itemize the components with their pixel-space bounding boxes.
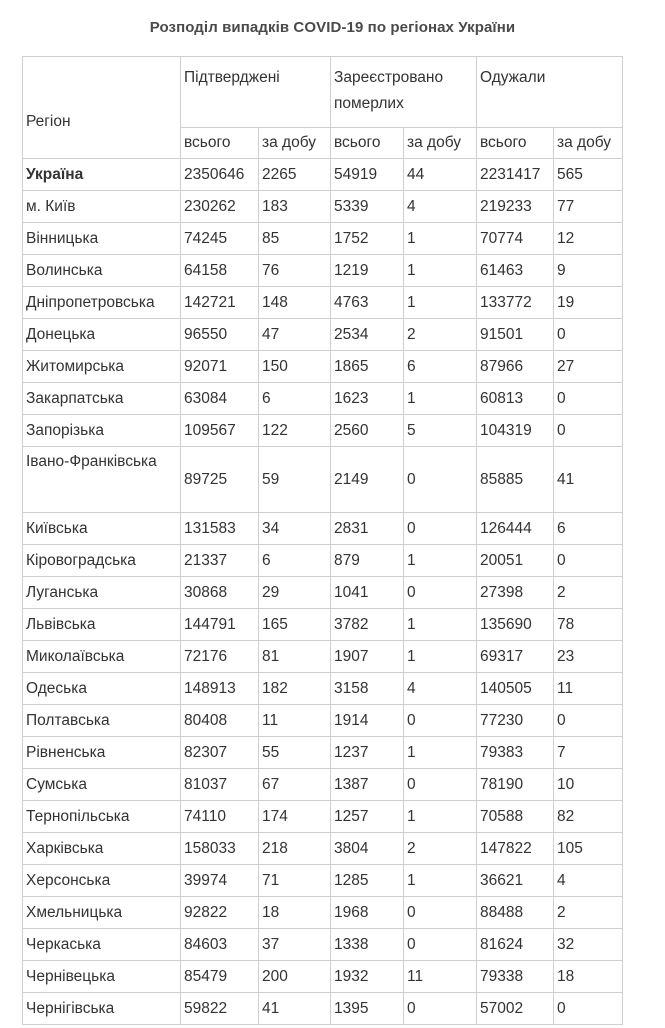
recovered-total-cell: 61463 [477, 255, 554, 287]
confirmed-total-cell: 74245 [181, 223, 259, 255]
recovered-daily-cell: 7 [554, 737, 623, 769]
table-row [23, 513, 623, 545]
deaths-total-cell: 1752 [331, 223, 404, 255]
recovered-total-cell: 79338 [477, 961, 554, 993]
deaths-total-cell: 2149 [331, 447, 404, 513]
recovered-daily-cell: 0 [554, 545, 623, 577]
recovered-total-cell: 20051 [477, 545, 554, 577]
table-row [23, 641, 623, 673]
table-row [23, 159, 623, 191]
table-row [23, 577, 623, 609]
region-cell: Житомирська [23, 351, 181, 383]
deaths-total-cell: 1932 [331, 961, 404, 993]
recovered-total-cell: 88488 [477, 897, 554, 929]
table-row [23, 865, 623, 897]
deaths-daily-cell: 0 [404, 577, 477, 609]
deaths-daily-cell: 1 [404, 641, 477, 673]
confirmed-total-cell: 84603 [181, 929, 259, 961]
header-row-top [23, 57, 623, 128]
recovered-total-cell: 147822 [477, 833, 554, 865]
region-header: Регіон [23, 57, 181, 159]
confirmed-daily-cell: 122 [259, 415, 331, 447]
deaths-total-cell: 1257 [331, 801, 404, 833]
deaths-total-cell: 1387 [331, 769, 404, 801]
region-cell: Харківська [23, 833, 181, 865]
recovered-header: Одужали [477, 57, 623, 128]
confirmed-total-cell: 144791 [181, 609, 259, 641]
confirmed-total-cell: 85479 [181, 961, 259, 993]
deaths-total-header: всього [331, 128, 404, 159]
deaths-total-cell: 1914 [331, 705, 404, 737]
deaths-daily-cell: 0 [404, 897, 477, 929]
recovered-daily-cell: 2 [554, 897, 623, 929]
table-row [23, 351, 623, 383]
confirmed-total-cell: 39974 [181, 865, 259, 897]
recovered-daily-cell: 23 [554, 641, 623, 673]
deaths-daily-cell: 4 [404, 191, 477, 223]
confirmed-daily-cell: 183 [259, 191, 331, 223]
confirmed-daily-cell: 67 [259, 769, 331, 801]
recovered-daily-cell: 565 [554, 159, 623, 191]
confirmed-daily-cell: 76 [259, 255, 331, 287]
deaths-total-cell: 879 [331, 545, 404, 577]
table-row [23, 897, 623, 929]
confirmed-total-cell: 63084 [181, 383, 259, 415]
region-cell: Черкаська [23, 929, 181, 961]
page-title: Розподіл випадків COVID-19 по регіонах України [149, 19, 516, 36]
table-row [23, 447, 623, 513]
region-cell: Сумська [23, 769, 181, 801]
region-cell: Чернівецька [23, 961, 181, 993]
deaths-daily-cell: 1 [404, 609, 477, 641]
recovered-daily-cell: 9 [554, 255, 623, 287]
recovered-total-header: всього [477, 128, 554, 159]
confirmed-total-cell: 2350646 [181, 159, 259, 191]
region-cell: Івано-Франківська [23, 447, 181, 513]
recovered-total-cell: 85885 [477, 447, 554, 513]
region-cell: Одеська [23, 673, 181, 705]
region-cell: м. Київ [23, 191, 181, 223]
recovered-daily-cell: 105 [554, 833, 623, 865]
region-cell: Донецька [23, 319, 181, 351]
confirmed-daily-cell: 37 [259, 929, 331, 961]
deaths-daily-cell: 1 [404, 287, 477, 319]
recovered-total-cell: 135690 [477, 609, 554, 641]
deaths-daily-cell: 0 [404, 513, 477, 545]
deaths-daily-cell: 5 [404, 415, 477, 447]
region-cell: Волинська [23, 255, 181, 287]
confirmed-total-cell: 92071 [181, 351, 259, 383]
deaths-total-cell: 54919 [331, 159, 404, 191]
recovered-total-cell: 60813 [477, 383, 554, 415]
region-cell: Дніпропетровська [23, 287, 181, 319]
confirmed-daily-cell: 29 [259, 577, 331, 609]
deaths-daily-cell: 0 [404, 929, 477, 961]
recovered-daily-header: за добу [554, 128, 623, 159]
recovered-total-cell: 104319 [477, 415, 554, 447]
deaths-daily-cell: 0 [404, 705, 477, 737]
recovered-total-cell: 126444 [477, 513, 554, 545]
confirmed-total-cell: 148913 [181, 673, 259, 705]
table-row [23, 705, 623, 737]
deaths-total-cell: 5339 [331, 191, 404, 223]
deaths-header: Зареєстровано померлих [331, 57, 477, 128]
recovered-total-cell: 36621 [477, 865, 554, 897]
confirmed-total-cell: 92822 [181, 897, 259, 929]
table-row [23, 929, 623, 961]
recovered-daily-cell: 82 [554, 801, 623, 833]
recovered-total-cell: 70588 [477, 801, 554, 833]
region-cell: Київська [23, 513, 181, 545]
table-row [23, 191, 623, 223]
confirmed-daily-cell: 41 [259, 993, 331, 1025]
recovered-daily-cell: 41 [554, 447, 623, 513]
confirmed-total-cell: 21337 [181, 545, 259, 577]
confirmed-daily-cell: 2265 [259, 159, 331, 191]
deaths-daily-cell: 0 [404, 993, 477, 1025]
deaths-daily-cell: 1 [404, 801, 477, 833]
covid-regions-table [22, 56, 623, 1025]
region-cell: Рівненська [23, 737, 181, 769]
table-body [23, 57, 623, 1025]
recovered-daily-cell: 11 [554, 673, 623, 705]
confirmed-total-cell: 80408 [181, 705, 259, 737]
deaths-total-cell: 2534 [331, 319, 404, 351]
deaths-total-cell: 4763 [331, 287, 404, 319]
confirmed-total-cell: 131583 [181, 513, 259, 545]
confirmed-total-cell: 142721 [181, 287, 259, 319]
region-cell: Тернопільська [23, 801, 181, 833]
deaths-daily-cell: 1 [404, 865, 477, 897]
recovered-total-cell: 140505 [477, 673, 554, 705]
deaths-total-cell: 1338 [331, 929, 404, 961]
confirmed-total-cell: 64158 [181, 255, 259, 287]
confirmed-total-cell: 82307 [181, 737, 259, 769]
table-row [23, 961, 623, 993]
table-row [23, 801, 623, 833]
recovered-daily-cell: 0 [554, 319, 623, 351]
table-row [23, 737, 623, 769]
region-cell: Миколаївська [23, 641, 181, 673]
recovered-daily-cell: 10 [554, 769, 623, 801]
table-row [23, 545, 623, 577]
deaths-total-cell: 1237 [331, 737, 404, 769]
confirmed-daily-cell: 47 [259, 319, 331, 351]
region-cell: Запорізька [23, 415, 181, 447]
deaths-total-cell: 1219 [331, 255, 404, 287]
recovered-total-cell: 91501 [477, 319, 554, 351]
confirmed-total-cell: 30868 [181, 577, 259, 609]
deaths-total-cell: 1623 [331, 383, 404, 415]
deaths-daily-cell: 2 [404, 319, 477, 351]
region-cell: Львівська [23, 609, 181, 641]
recovered-total-cell: 69317 [477, 641, 554, 673]
recovered-total-cell: 79383 [477, 737, 554, 769]
region-cell: Кіровоградська [23, 545, 181, 577]
region-cell: Луганська [23, 577, 181, 609]
confirmed-daily-cell: 55 [259, 737, 331, 769]
confirmed-total-cell: 74110 [181, 801, 259, 833]
confirmed-daily-cell: 165 [259, 609, 331, 641]
confirmed-total-cell: 72176 [181, 641, 259, 673]
recovered-daily-cell: 12 [554, 223, 623, 255]
deaths-total-cell: 3782 [331, 609, 404, 641]
deaths-total-cell: 1285 [331, 865, 404, 897]
confirmed-total-cell: 81037 [181, 769, 259, 801]
deaths-daily-cell: 11 [404, 961, 477, 993]
deaths-daily-cell: 1 [404, 737, 477, 769]
confirmed-daily-cell: 59 [259, 447, 331, 513]
table-row [23, 833, 623, 865]
region-cell: Вінницька [23, 223, 181, 255]
confirmed-daily-cell: 200 [259, 961, 331, 993]
table-row [23, 415, 623, 447]
deaths-daily-cell: 0 [404, 769, 477, 801]
recovered-total-cell: 77230 [477, 705, 554, 737]
deaths-daily-cell: 1 [404, 223, 477, 255]
recovered-total-cell: 133772 [477, 287, 554, 319]
recovered-total-cell: 78190 [477, 769, 554, 801]
recovered-daily-cell: 27 [554, 351, 623, 383]
recovered-daily-cell: 32 [554, 929, 623, 961]
confirmed-header: Підтверджені [181, 57, 331, 128]
deaths-total-cell: 1865 [331, 351, 404, 383]
recovered-daily-cell: 6 [554, 513, 623, 545]
recovered-total-cell: 87966 [477, 351, 554, 383]
deaths-daily-cell: 1 [404, 383, 477, 415]
table-row [23, 383, 623, 415]
region-cell: Херсонська [23, 865, 181, 897]
table-row [23, 993, 623, 1025]
table-row [23, 673, 623, 705]
deaths-daily-cell: 2 [404, 833, 477, 865]
region-cell: Закарпатська [23, 383, 181, 415]
recovered-daily-cell: 77 [554, 191, 623, 223]
recovered-total-cell: 57002 [477, 993, 554, 1025]
deaths-total-cell: 3804 [331, 833, 404, 865]
recovered-total-cell: 27398 [477, 577, 554, 609]
deaths-total-cell: 1968 [331, 897, 404, 929]
confirmed-daily-cell: 150 [259, 351, 331, 383]
table-row [23, 223, 623, 255]
confirmed-total-cell: 96550 [181, 319, 259, 351]
recovered-daily-cell: 0 [554, 415, 623, 447]
recovered-daily-cell: 0 [554, 383, 623, 415]
confirmed-daily-cell: 182 [259, 673, 331, 705]
recovered-daily-cell: 0 [554, 993, 623, 1025]
confirmed-daily-cell: 148 [259, 287, 331, 319]
region-cell: Україна [23, 159, 181, 191]
table-row [23, 319, 623, 351]
confirmed-daily-cell: 6 [259, 545, 331, 577]
confirmed-total-cell: 109567 [181, 415, 259, 447]
confirmed-daily-cell: 218 [259, 833, 331, 865]
deaths-daily-header: за добу [404, 128, 477, 159]
confirmed-daily-cell: 71 [259, 865, 331, 897]
table-row [23, 609, 623, 641]
confirmed-total-cell: 158033 [181, 833, 259, 865]
deaths-total-cell: 2560 [331, 415, 404, 447]
deaths-total-cell: 1041 [331, 577, 404, 609]
deaths-daily-cell: 44 [404, 159, 477, 191]
recovered-total-cell: 81624 [477, 929, 554, 961]
recovered-total-cell: 219233 [477, 191, 554, 223]
recovered-daily-cell: 2 [554, 577, 623, 609]
confirmed-total-cell: 59822 [181, 993, 259, 1025]
deaths-total-cell: 1907 [331, 641, 404, 673]
deaths-total-cell: 3158 [331, 673, 404, 705]
confirmed-daily-cell: 34 [259, 513, 331, 545]
recovered-total-cell: 70774 [477, 223, 554, 255]
confirmed-daily-cell: 81 [259, 641, 331, 673]
region-cell: Чернігівська [23, 993, 181, 1025]
table-row [23, 769, 623, 801]
table-row [23, 287, 623, 319]
confirmed-daily-cell: 6 [259, 383, 331, 415]
recovered-daily-cell: 18 [554, 961, 623, 993]
deaths-daily-cell: 1 [404, 255, 477, 287]
region-cell: Хмельницька [23, 897, 181, 929]
deaths-daily-cell: 1 [404, 545, 477, 577]
region-cell: Полтавська [23, 705, 181, 737]
deaths-daily-cell: 0 [404, 447, 477, 513]
table-row [23, 255, 623, 287]
confirmed-daily-cell: 18 [259, 897, 331, 929]
confirmed-daily-cell: 174 [259, 801, 331, 833]
recovered-total-cell: 2231417 [477, 159, 554, 191]
confirmed-daily-header: за добу [259, 128, 331, 159]
recovered-daily-cell: 4 [554, 865, 623, 897]
recovered-daily-cell: 19 [554, 287, 623, 319]
deaths-total-cell: 1395 [331, 993, 404, 1025]
confirmed-total-cell: 89725 [181, 447, 259, 513]
recovered-daily-cell: 0 [554, 705, 623, 737]
confirmed-daily-cell: 11 [259, 705, 331, 737]
deaths-daily-cell: 4 [404, 673, 477, 705]
recovered-daily-cell: 78 [554, 609, 623, 641]
confirmed-total-cell: 230262 [181, 191, 259, 223]
deaths-total-cell: 2831 [331, 513, 404, 545]
confirmed-daily-cell: 85 [259, 223, 331, 255]
confirmed-total-header: всього [181, 128, 259, 159]
deaths-daily-cell: 6 [404, 351, 477, 383]
